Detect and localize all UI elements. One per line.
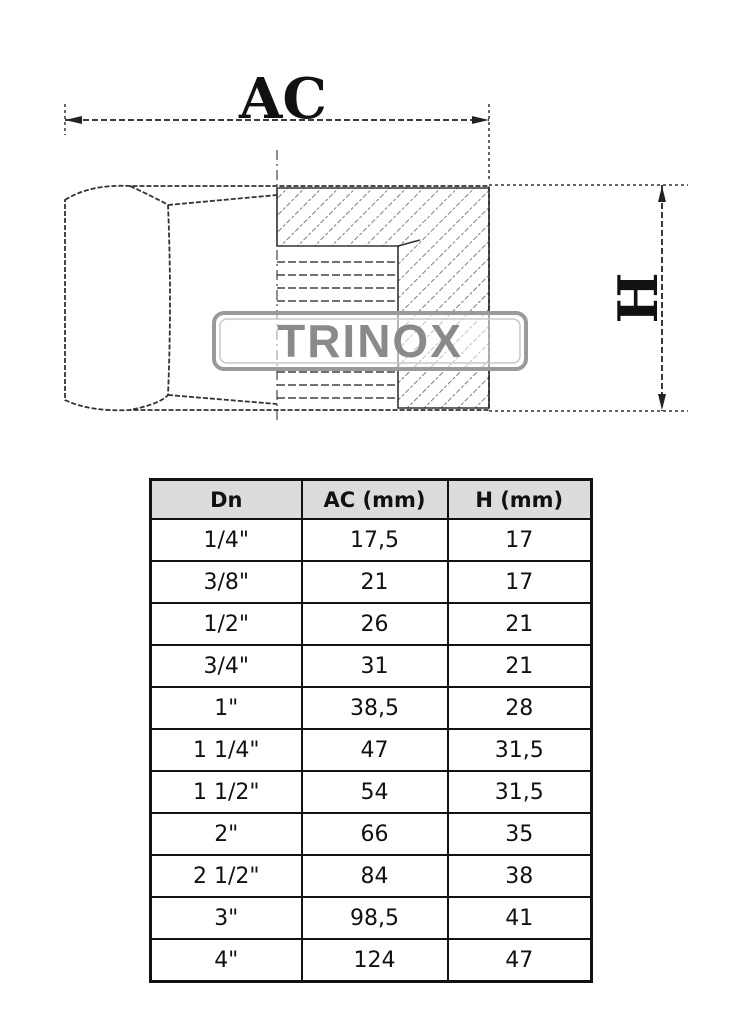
cell-dn: 3/8": [151, 561, 302, 603]
h-dimension-label: H: [606, 272, 670, 324]
cell-dn: 1 1/4": [151, 729, 302, 771]
technical-drawing: [0, 0, 729, 440]
cell-ac: 38,5: [302, 687, 448, 729]
cell-ac: 84: [302, 855, 448, 897]
cell-h: 31,5: [448, 771, 592, 813]
section-hatch: [277, 188, 489, 408]
cell-h: 28: [448, 687, 592, 729]
table-row: [151, 687, 592, 729]
table-row: [151, 645, 592, 687]
table-row: [151, 603, 592, 645]
hex-nut-drawing-svg: [0, 0, 729, 440]
cell-ac: 124: [302, 939, 448, 982]
cell-ac: 21: [302, 561, 448, 603]
cell-ac: 66: [302, 813, 448, 855]
ac-dimension-label: AC: [238, 66, 328, 132]
header-h: H (mm): [448, 480, 592, 520]
watermark-text: TRINOX: [277, 315, 463, 367]
cell-ac: 47: [302, 729, 448, 771]
cell-h: 21: [448, 603, 592, 645]
cell-ac: 17,5: [302, 519, 448, 561]
cell-h: 41: [448, 897, 592, 939]
table-row: [151, 519, 592, 561]
table-row: [151, 813, 592, 855]
table-row: [151, 729, 592, 771]
cell-h: 21: [448, 645, 592, 687]
table-row: [151, 561, 592, 603]
header-dn: Dn: [151, 480, 302, 520]
cell-dn: 3": [151, 897, 302, 939]
cell-ac: 31: [302, 645, 448, 687]
table-row: [151, 897, 592, 939]
cell-h: 35: [448, 813, 592, 855]
table-row: [151, 771, 592, 813]
table-header-row: [151, 480, 592, 520]
cell-h: 31,5: [448, 729, 592, 771]
cell-dn: 1": [151, 687, 302, 729]
cell-h: 17: [448, 519, 592, 561]
table-row: [151, 939, 592, 982]
ac-dimension: [65, 66, 489, 180]
header-ac: AC (mm): [302, 480, 448, 520]
h-dimension: [489, 185, 688, 411]
cell-h: 38: [448, 855, 592, 897]
cell-dn: 2 1/2": [151, 855, 302, 897]
cell-ac: 54: [302, 771, 448, 813]
cell-dn: 1/4": [151, 519, 302, 561]
cell-dn: 2": [151, 813, 302, 855]
cell-ac: 98,5: [302, 897, 448, 939]
cell-h: 47: [448, 939, 592, 982]
cell-dn: 1 1/2": [151, 771, 302, 813]
dimensions-table: [149, 478, 593, 983]
cell-h: 17: [448, 561, 592, 603]
cell-dn: 4": [151, 939, 302, 982]
cell-dn: 1/2": [151, 603, 302, 645]
cell-dn: 3/4": [151, 645, 302, 687]
trinox-watermark: [214, 313, 526, 369]
table-row: [151, 855, 592, 897]
cell-ac: 26: [302, 603, 448, 645]
